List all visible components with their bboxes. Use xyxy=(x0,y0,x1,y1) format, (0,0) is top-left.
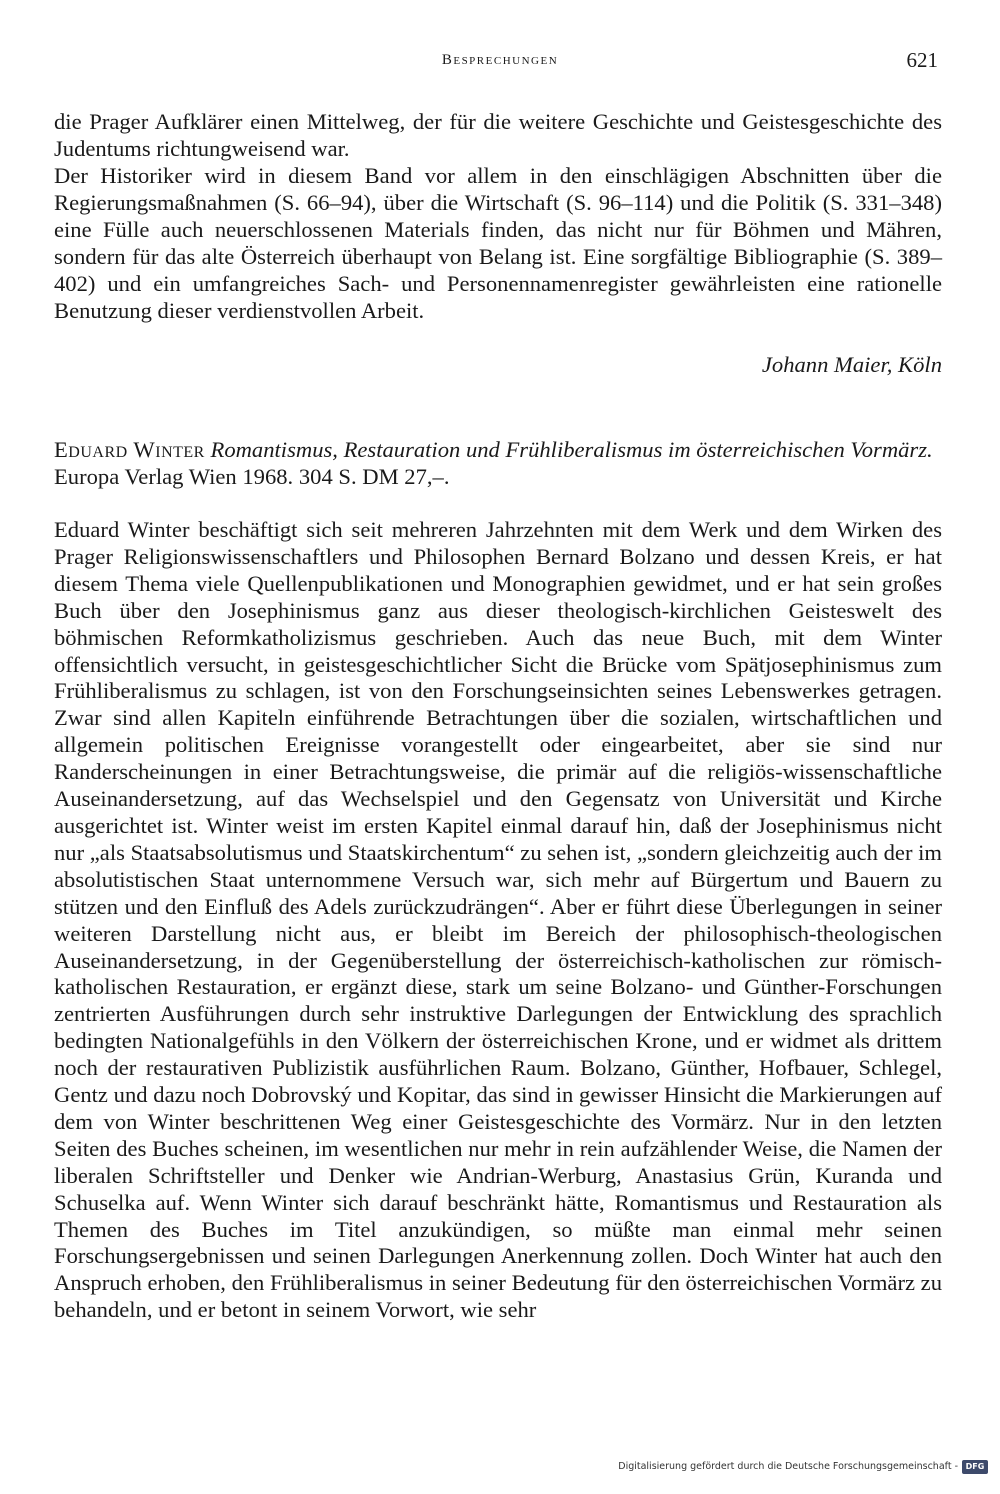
book-title: Romantismus, Restauration und Frühliberalismus im österreichischen Vormärz. xyxy=(210,437,933,462)
book-author: Eduard Winter xyxy=(54,437,205,462)
digitization-note: Digitalisierung gefördert durch die Deutsche Forschungsgemeinschaft - xyxy=(618,1461,958,1472)
page-number: 621 xyxy=(906,48,938,72)
running-title: Besprechungen xyxy=(441,52,559,68)
review-heading xyxy=(54,436,942,490)
review-body: Eduard Winter beschäftigt sich seit mehreren Jahrzehnten mit dem Werk und dem Wirken des Prager Religionswissenschaftlers und Philosophen Bernard Bolzano und dessen Kreis, er hat diesem Thema viele Quellenpublikationen und Monographien gewidmet, und er hat sein großes Buch über den Josephinismus ganz aus dieser theologisch-kirchlichen Geisteswelt des böhmischen Reformkatholizismus geschrieben. Auch das neue Buch, mit dem Winter offensichtlich versucht, in geistesgeschichtlicher Sicht die Brücke vom Spätjosephinismus zum Frühliberalismus zu schlagen, ist von den Forschungseinsichten seines Lebenswerkes getragen. Zwar sind allen Kapiteln einführende Betrachtungen über die sozialen, wirtschaftlichen und allgemein politischen Ereignisse vorangestellt oder eingearbeitet, aber sie sind nur Randerscheinungen in einer Betrachtungsweise, die primär auf die religiös-wissenschaftliche Auseinandersetzung, auf das Wechselspiel und den Gegensatz von Universität und Kirche ausgerichtet ist. Winter weist im ersten Kapitel einmal darauf hin, daß der Josephinismus nicht nur „als Staatsabsolutismus und Staatskirchentum“ zu sehen ist, „sondern gleichzeitig auch der im absolutistischen Staat unternommene Versuch war, sich mehr auf Bürgertum und Bauern zu stützen und den Einfluß des Adels zurückzudrängen“. Aber er führt diese Überlegungen in seiner weiteren Darstellung nicht aus, er bleibt im Bereich der philosophisch-theologischen Auseinandersetzung, in der Gegenüberstellung der österreichisch-katholischen zur römisch-katholischen Restauration, er ergänzt diese, stark um seine Bolzano- und Günther-Forschungen zentrierten Ausführungen durch sehr instruktive Darlegungen der Entwicklung des sprachlich bedingten Nationalgefühls in den Völkern der österreichischen Krone, und er widmet als drittem noch der restaurativen Publizistik ausführlichen Raum. Bolzano, Günther, Hofbauer, Schlegel, Gentz und dazu noch Dobrovský und Kopitar, das sind in gewisser Hinsicht die Markierungen auf dem von Winter beschrittenen Weg einer Geistesgeschichte des Vormärz. Nur in den letzten Seiten des Buches scheinen, im wesentlichen nur mehr in rein aufzählender Weise, die Namen der liberalen Schriftsteller und Denker wie Andrian-Werburg, Anastasius Grün, Kuranda und Schuselka auf. Wenn Winter sich darauf beschränkt hätte, Romantismus und Restauration als Themen des Buches im Titel anzukündigen, so müßte man einmal mehr seinen Forschungsergebnissen und seinen Darlegungen Anerkennung zollen. Doch Winter hat auch den Anspruch erhoben, den Frühliberalismus in seiner Bedeutung für den österreichischen Vormärz zu behandeln, und er betont in seinem Vorwort, wie sehr xyxy=(54,517,942,1323)
previous-review-paragraph-1: die Prager Aufklärer einen Mittelweg, der für die weitere Geschichte und Geistesgeschichte des Judentums richtungweisend war. xyxy=(54,109,942,161)
previous-review-paragraph-2: Der Historiker wird in diesem Band vor allem in den einschlägigen Abschnitten über die Regierungsmaßnahmen (S. 66–94), über die Wirtschaft (S. 96–114) und die Politik (S. 331–348) eine Fülle auch neuerschlossenen Materials finden, das nicht nur für Böhmen und Mähren, sondern für das alte Österreich überhaupt von Belang ist. Eine sorgfältige Bibliographie (S. 389–402) und ein umfangreiches Sach- und Personennamenregister gewährleisten eine rationelle Benutzung dieser verdienstvollen Arbeit. xyxy=(54,163,942,323)
dfg-logo: DFG xyxy=(962,1460,988,1474)
reviewer-signature: Johann Maier, Köln xyxy=(761,352,942,377)
book-publication-info: Europa Verlag Wien 1968. 304 S. DM 27,–. xyxy=(54,464,450,489)
